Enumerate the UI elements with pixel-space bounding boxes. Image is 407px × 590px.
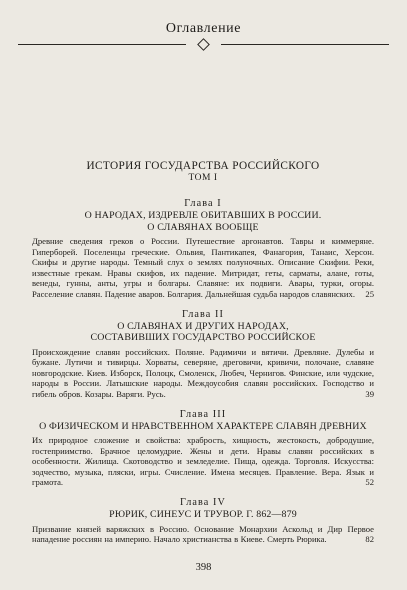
chapter-title-line: СОСТАВИВШИХ ГОСУДАРСТВО РОССИЙСКОЕ [90,332,316,344]
header-rule-right [221,44,389,45]
chapter-title-line: О СЛАВЯНАХ ВООБЩЕ [147,221,259,233]
chapter-summary-text: Призвание князей варяжских в Россию. Основание Монархии Аскольд и Дир Первое нападение россиян на империю. Начало христианства в Киеве. Смерть Рюрика. [32,523,374,545]
page-header-title: Оглавление [165,21,242,36]
chapter-number: Глава IV [179,497,227,508]
chapter-number: Глава III [179,408,227,420]
table-of-contents [32,160,374,545]
volume-subtitle: ТОМ I [188,173,218,183]
chapter-summary [32,524,374,545]
chapter-summary-text: Их природное сложение и свойства: храбрость, хищность, жестокость, добродушие, гостеприимство. Брачное целомудрие. Жены и дети. Нравы славян российских в особенности. Жилища. Скотоводство и земледелие. Пища, одежда. Торговля. Искусства: зодчество, музыка, пляски, игры. Счисление. Имена месяцев. Правление. Вера. Язык и грамота. [32,435,374,488]
chapter-page-number[interactable]: 25 [365,288,374,299]
chapter-summary-text: Древние сведения греков о России. Путешествие аргонавтов. Тавры и киммеряне. Гиперборей. Поселенцы греческие. Ольвия, Пантикапея, Фанагория, Танаис, Херсон. Скифы и другие народы. Темный слух о землях полуночных. Описание Скифии. Реки, известные грекам. Нравы скифов, их падение. Митридат, геты, сарматы, аланe, готы, венеды, гунны, анты, угры и болгары. Славяне: их подвиги. Авары, турки, огоры. Расселение славян. Падение аваров. Болгария. Дальнейшая судьба народов славянских. [32,236,374,299]
chapter-entry-1 [32,198,374,300]
chapter-summary [32,236,374,300]
chapter-entry-3 [32,409,374,488]
header-rule-left [18,44,186,45]
page-number: 398 [195,562,212,573]
chapter-entry-4 [32,497,374,545]
chapter-summary [32,347,374,400]
chapter-summary [32,435,374,488]
chapter-title-line: РЮРИК, СИНЕУС И ТРУВОР. Г. 862—879 [109,509,297,520]
chapter-page-number[interactable]: 39 [365,388,374,399]
chapter-title-line: О ФИЗИЧЕСКОМ И НРАВСТВЕННОМ ХАРАКТЕРЕ СЛАВЯН ДРЕВНИХ [39,420,367,432]
chapter-page-number[interactable]: 82 [365,534,374,545]
chapter-page-number[interactable]: 52 [365,477,374,488]
volume-title: ИСТОРИЯ ГОСУДАРСТВА РОССИЙСКОГО [86,160,320,172]
diamond-ornament-icon [197,38,210,51]
chapter-summary-text: Происхождение славян российских. Поляне. Радимичи и вятичи. Древляне. Дулебы и бужане. Лутичи и тивирцы. Хорваты, северяне, дреговичи, кривичи, полочане, славяне новгородские. Киев. Изборск, Полоцк, Смоленск, Любеч, Чернигов. Финские, или чудские, народы в России. Латышские народы. Междоусобия славян российских. Господство и гибель обров. Козары. Варяги. Русь. [32,346,374,399]
chapter-number: Глава II [181,308,225,320]
chapter-title-line: О НАРОДАХ, ИЗДРЕВЛЕ ОБИТАВШИХ В РОССИИ. [84,210,322,221]
chapter-number: Глава I [184,198,222,209]
chapter-title-line: О СЛАВЯНАХ И ДРУГИХ НАРОДАХ, [117,320,289,332]
chapter-entry-2 [32,309,374,400]
